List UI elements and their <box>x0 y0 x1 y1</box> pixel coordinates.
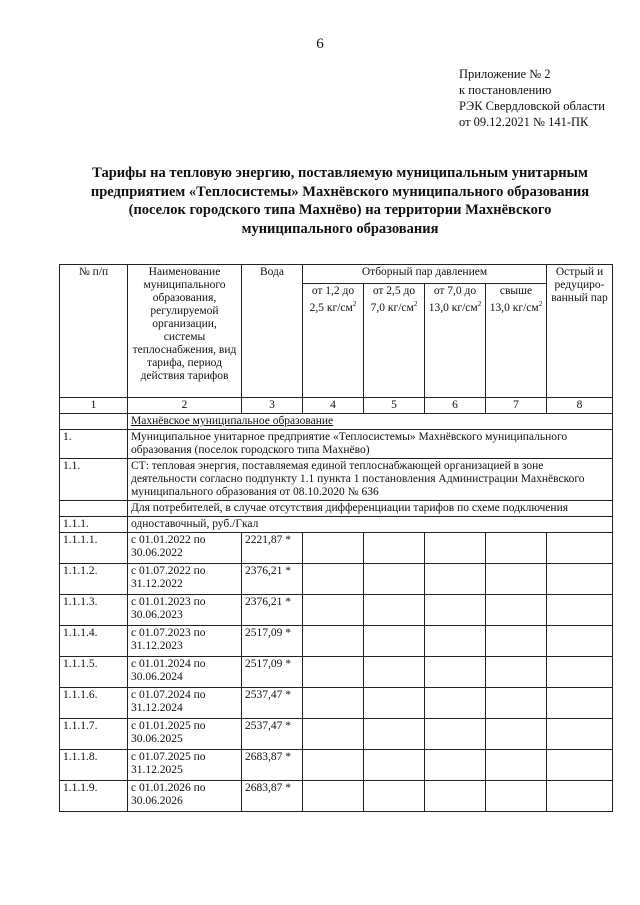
row-empty-cell <box>547 595 613 626</box>
row-period: с 01.07.2023 по 31.12.2023 <box>128 626 242 657</box>
row-period: с 01.01.2022 по 30.06.2022 <box>128 533 242 564</box>
row-empty-cell <box>303 626 364 657</box>
superscript: 2 <box>413 300 418 308</box>
col-number: 4 <box>303 398 364 414</box>
row-water-value: 2683,87 * <box>242 781 303 812</box>
row-empty-cell <box>364 533 425 564</box>
row-empty-cell <box>486 533 547 564</box>
row-empty-cell <box>364 750 425 781</box>
row-num: 1.1.1.4. <box>60 626 128 657</box>
row-empty-cell <box>364 657 425 688</box>
row-empty-cell <box>547 688 613 719</box>
header-steam-3-text: от 7,0 до 13,0 кг/см <box>428 285 478 314</box>
superscript: 2 <box>538 300 543 308</box>
row-empty-cell <box>303 657 364 688</box>
row-num: 1.1.1.9. <box>60 781 128 812</box>
row-period: с 01.07.2024 по 31.12.2024 <box>128 688 242 719</box>
row-empty-cell <box>425 595 486 626</box>
section-num-cell <box>60 414 128 430</box>
table-row <box>60 719 613 750</box>
col-number: 8 <box>547 398 613 414</box>
header-steam-1-text: от 1,2 до 2,5 кг/см <box>309 285 355 314</box>
row-empty-cell <box>303 719 364 750</box>
col-number: 6 <box>425 398 486 414</box>
row-empty-cell <box>425 564 486 595</box>
row-empty-cell <box>303 564 364 595</box>
row-empty-cell <box>303 595 364 626</box>
table-row <box>60 595 613 626</box>
row-water-value: 2517,09 * <box>242 626 303 657</box>
header-water: Вода <box>242 265 303 398</box>
row-period: с 01.01.2026 по 30.06.2026 <box>128 781 242 812</box>
appendix-block <box>459 66 605 130</box>
row-num: 1.1.1.7. <box>60 719 128 750</box>
row-num: 1.1.1.2. <box>60 564 128 595</box>
row-empty-cell <box>425 626 486 657</box>
row-empty-cell <box>547 719 613 750</box>
col-number: 7 <box>486 398 547 414</box>
header-steam-4 <box>486 284 547 398</box>
rate-name: одноставочный, руб./Гкал <box>128 517 613 533</box>
row-empty-cell <box>364 688 425 719</box>
title-line: (поселок городского типа Махнёво) на территории Махнёвского <box>128 202 552 218</box>
row-empty-cell <box>425 657 486 688</box>
st-num: 1.1. <box>60 459 128 501</box>
row-empty-cell <box>486 781 547 812</box>
row-empty-cell <box>486 750 547 781</box>
col-number: 3 <box>242 398 303 414</box>
row-empty-cell <box>547 657 613 688</box>
header-steam-4-text: свыше 13,0 кг/см <box>489 285 539 314</box>
row-empty-cell <box>547 626 613 657</box>
row-empty-cell <box>486 626 547 657</box>
st-description: СТ: тепловая энергия, поставляемая единой теплоснабжающей организацией в зоне деятельности согласно подпункту 1.1 пункта 1 постановления Администрации Махнёвского муниципального образования от 08.10.2020 № 636 <box>128 459 613 501</box>
row-empty-cell <box>303 781 364 812</box>
row-empty-cell <box>364 564 425 595</box>
row-water-value: 2537,47 * <box>242 719 303 750</box>
header-steam-2-text: от 2,5 до 7,0 кг/см <box>370 285 416 314</box>
table-row <box>60 626 613 657</box>
row-num: 1.1.1.1. <box>60 533 128 564</box>
header-steam-2 <box>364 284 425 398</box>
row-num: 1.1.1.8. <box>60 750 128 781</box>
org-name: Муниципальное унитарное предприятие «Теплосистемы» Махнёвского муниципального образования (поселок городского типа Махнёво) <box>128 430 613 459</box>
row-empty-cell <box>425 719 486 750</box>
row-empty-cell <box>364 781 425 812</box>
row-empty-cell <box>364 626 425 657</box>
row-num: 1.1.1.5. <box>60 657 128 688</box>
row-empty-cell <box>486 657 547 688</box>
col-number: 2 <box>128 398 242 414</box>
appendix-line: РЭК Свердловской области <box>459 99 605 113</box>
row-period: с 01.01.2024 по 30.06.2024 <box>128 657 242 688</box>
row-water-value: 2221,87 * <box>242 533 303 564</box>
row-empty-cell <box>547 750 613 781</box>
row-empty-cell <box>425 750 486 781</box>
title-line: Тарифы на тепловую энергию, поставляемую муниципальным унитарным <box>92 165 588 181</box>
row-empty-cell <box>425 688 486 719</box>
row-empty-cell <box>303 688 364 719</box>
org-num: 1. <box>60 430 128 459</box>
row-empty-cell <box>303 533 364 564</box>
row-water-value: 2517,09 * <box>242 657 303 688</box>
row-water-value: 2683,87 * <box>242 750 303 781</box>
header-num: № п/п <box>60 265 128 398</box>
row-empty-cell <box>303 750 364 781</box>
row-empty-cell <box>547 533 613 564</box>
title-line: предприятием «Теплосистемы» Махнёвского муниципального образования <box>90 183 590 200</box>
row-empty-cell <box>547 781 613 812</box>
table-row <box>60 533 613 564</box>
consumers-note: Для потребителей, в случае отсутствия дифференциации тарифов по схеме подключения <box>128 501 613 517</box>
appendix-line: от 09.12.2021 № 141-ПК <box>459 115 589 129</box>
header-name: Наименование муниципального образования, регулируемой организации, системы теплоснабжения, вид тарифа, период действия тарифов <box>128 265 242 398</box>
tariff-rows <box>60 533 613 812</box>
row-water-value: 2376,21 * <box>242 595 303 626</box>
title-line: муниципального образования <box>241 220 439 237</box>
row-water-value: 2537,47 * <box>242 688 303 719</box>
row-period: с 01.07.2025 по 31.12.2025 <box>128 750 242 781</box>
row-num: 1.1.1.6. <box>60 688 128 719</box>
section-title: Махнёвское муниципальное образование <box>128 414 613 430</box>
row-water-value: 2376,21 * <box>242 564 303 595</box>
header-steam-3 <box>425 284 486 398</box>
rate-num: 1.1.1. <box>60 517 128 533</box>
row-empty-cell <box>364 595 425 626</box>
page-number: 6 <box>316 36 324 52</box>
appendix-line: к постановлению <box>459 83 552 97</box>
superscript: 2 <box>352 300 357 308</box>
col-number: 1 <box>60 398 128 414</box>
row-empty-cell <box>425 533 486 564</box>
header-steam-1 <box>303 284 364 398</box>
table-row <box>60 688 613 719</box>
row-period: с 01.01.2025 по 30.06.2025 <box>128 719 242 750</box>
table-row <box>60 750 613 781</box>
header-sharp-steam: Острый и редуциро-ванный пар <box>547 265 613 398</box>
row-empty-cell <box>364 719 425 750</box>
appendix-line: Приложение № 2 <box>459 67 551 81</box>
table-row <box>60 781 613 812</box>
superscript: 2 <box>477 300 482 308</box>
document-title <box>80 164 600 238</box>
table-row <box>60 657 613 688</box>
row-empty-cell <box>547 564 613 595</box>
row-num: 1.1.1.3. <box>60 595 128 626</box>
row-empty-cell <box>486 564 547 595</box>
header-steam-group: Отборный пар давлением <box>303 265 547 284</box>
row-empty-cell <box>425 781 486 812</box>
col-number: 5 <box>364 398 425 414</box>
table-row <box>60 564 613 595</box>
row-empty-cell <box>486 688 547 719</box>
row-period: с 01.07.2022 по 31.12.2022 <box>128 564 242 595</box>
row-empty-cell <box>486 719 547 750</box>
consumers-num-cell <box>60 501 128 517</box>
row-period: с 01.01.2023 по 30.06.2023 <box>128 595 242 626</box>
tariff-table <box>59 264 613 812</box>
row-empty-cell <box>486 595 547 626</box>
